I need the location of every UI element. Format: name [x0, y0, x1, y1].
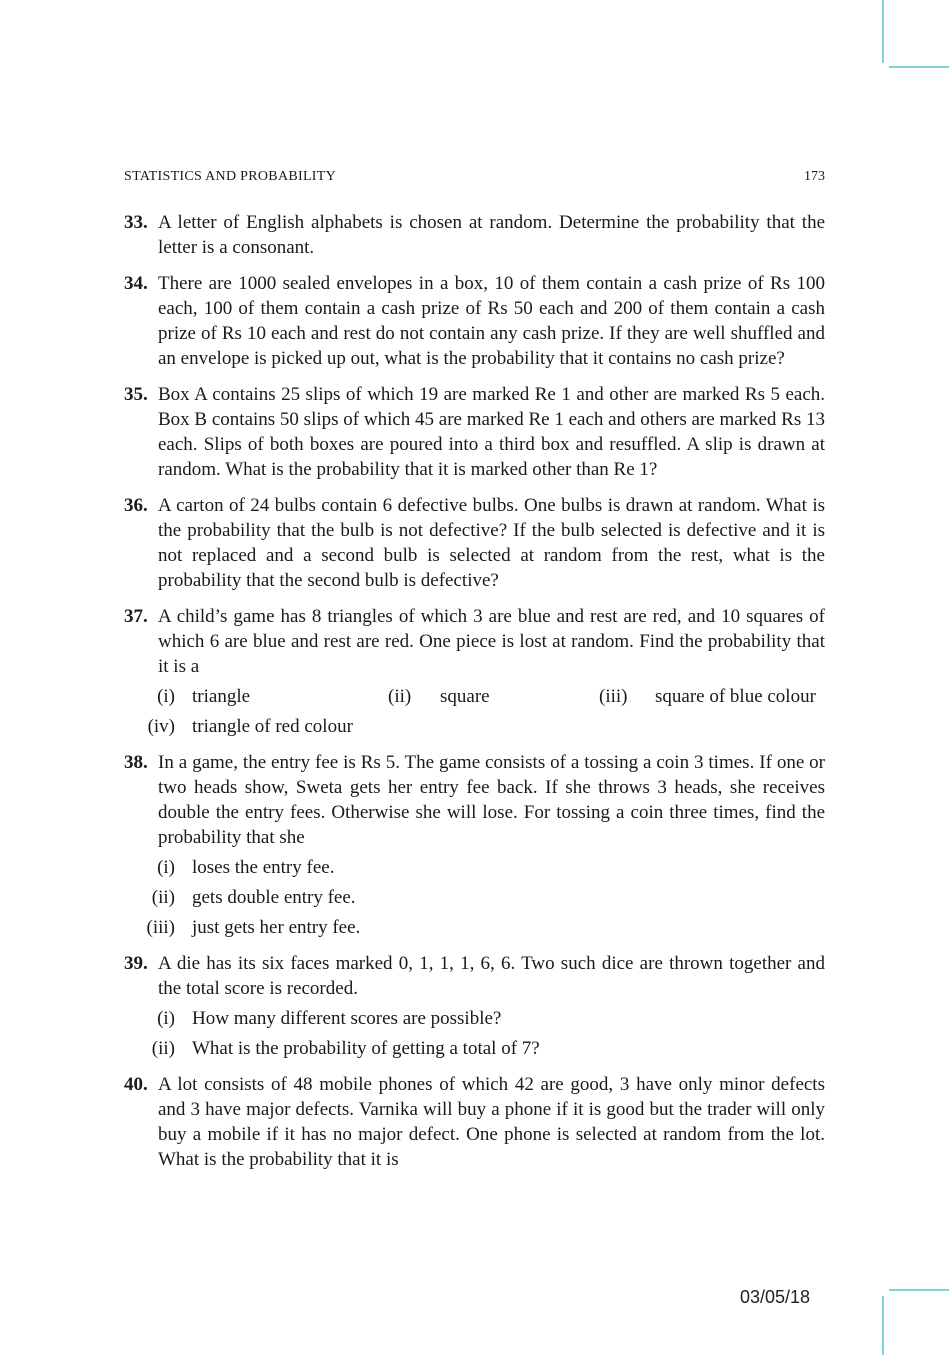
- question-number: 38.: [124, 752, 148, 773]
- footer-date: 03/05/18: [740, 1287, 811, 1307]
- crop-mark-top-vertical: [882, 0, 884, 63]
- question-text: A die has its six faces marked 0, 1, 1, 1, 6, 6. Two such dice are thrown together and the total score is recorded.: [158, 953, 825, 999]
- part-text: square of blue colour: [655, 686, 816, 707]
- question-39-part-i: [124, 1006, 825, 1031]
- question-35: [124, 382, 825, 482]
- crop-mark-top-horizontal: [889, 66, 949, 68]
- question-number: 33.: [124, 212, 148, 233]
- question-39-part-ii: [124, 1036, 825, 1061]
- question-number: 40.: [124, 1074, 148, 1095]
- question-text: A carton of 24 bulbs contain 6 defective bulbs. One bulbs is drawn at random. What is the probability that the bulb is not defective? If the bulb selected is defective and it is not replaced and a second bulb is selected at random from the rest, what is the probability that the second bulb is defective?: [158, 495, 825, 591]
- running-head: [124, 169, 825, 185]
- part-text: What is the probability of getting a total of 7?: [192, 1038, 540, 1059]
- part-label: (iii): [599, 686, 628, 707]
- question-number: 37.: [124, 606, 148, 627]
- part-label: (ii): [151, 1038, 175, 1059]
- question-38-part-ii: [124, 885, 825, 910]
- question-number: 39.: [124, 953, 148, 974]
- question-text: A child’s game has 8 triangles of which 3 are blue and rest are red, and 10 squares of which 6 are blue and rest are red. One piece is lost at random. Find the probability that it is a: [158, 606, 825, 677]
- question-number: 36.: [124, 495, 148, 516]
- part-text: square: [440, 686, 490, 707]
- chapter-title: STATISTICS AND PROBABILITY: [124, 169, 337, 184]
- part-text: gets double entry fee.: [192, 887, 356, 908]
- question-text: There are 1000 sealed envelopes in a box, 10 of them contain a cash prize of Rs 100 each, 100 of them contain a cash prize of Rs 50 each and 200 of them contain a cash prize of Rs 10 each and rest do not contain any cash prize. If they are well shuffled and an envelope is picked up out, what is the probability that it contains no cash prize?: [158, 273, 825, 369]
- question-37-parts-row-2: [124, 714, 825, 739]
- part-text: triangle of red colour: [192, 716, 353, 737]
- page-content: [124, 210, 825, 1183]
- question-number: 34.: [124, 273, 148, 294]
- crop-mark-bottom-vertical: [882, 1296, 884, 1355]
- part-label: (ii): [388, 686, 412, 707]
- part-label: (i): [157, 1008, 175, 1029]
- question-text: Box A contains 25 slips of which 19 are marked Re 1 and other are marked Rs 5 each. Box B contains 50 slips of which 45 are marked Re 1 each and others are marked Rs 13 each. Slips of both boxes are poured into a third box and resuffled. A slip is drawn at random. What is the probability that it is marked other than Re 1?: [158, 384, 825, 480]
- question-33: [124, 210, 825, 260]
- question-37-parts-row-1: [124, 684, 825, 709]
- part-label: (i): [157, 857, 175, 878]
- page-number: 173: [804, 169, 825, 184]
- question-text: A lot consists of 48 mobile phones of which 42 are good, 3 have only minor defects and 3 have major defects. Varnika will buy a phone if it is good but the trader will only buy a mobile if it has no major defect. One phone is selected at random from the lot. What is the probability that it is: [158, 1074, 825, 1170]
- part-text: triangle: [192, 686, 251, 707]
- part-label: (ii): [151, 887, 175, 908]
- question-37: [124, 604, 825, 679]
- part-text: loses the entry fee.: [192, 857, 335, 878]
- part-text: How many different scores are possible?: [192, 1008, 502, 1029]
- question-number: 35.: [124, 384, 148, 405]
- question-38: [124, 750, 825, 850]
- question-39: [124, 951, 825, 1001]
- question-text: In a game, the entry fee is Rs 5. The game consists of a tossing a coin 3 times. If one or two heads show, Sweta gets her entry fee back. If she throws 3 heads, she receives double the entry fees. Otherwise she will lose. For tossing a coin three times, find the probability that she: [158, 752, 825, 848]
- question-36: [124, 493, 825, 593]
- part-label: (i): [157, 686, 175, 707]
- question-40: [124, 1072, 825, 1172]
- crop-mark-bottom-horizontal: [889, 1289, 949, 1291]
- question-38-part-iii: [124, 915, 825, 940]
- question-text: A letter of English alphabets is chosen at random. Determine the probability that the letter is a consonant.: [158, 212, 825, 258]
- question-34: [124, 271, 825, 371]
- part-text: just gets her entry fee.: [192, 917, 361, 938]
- part-label: (iii): [146, 917, 175, 938]
- question-38-part-i: [124, 855, 825, 880]
- part-label: (iv): [147, 716, 175, 737]
